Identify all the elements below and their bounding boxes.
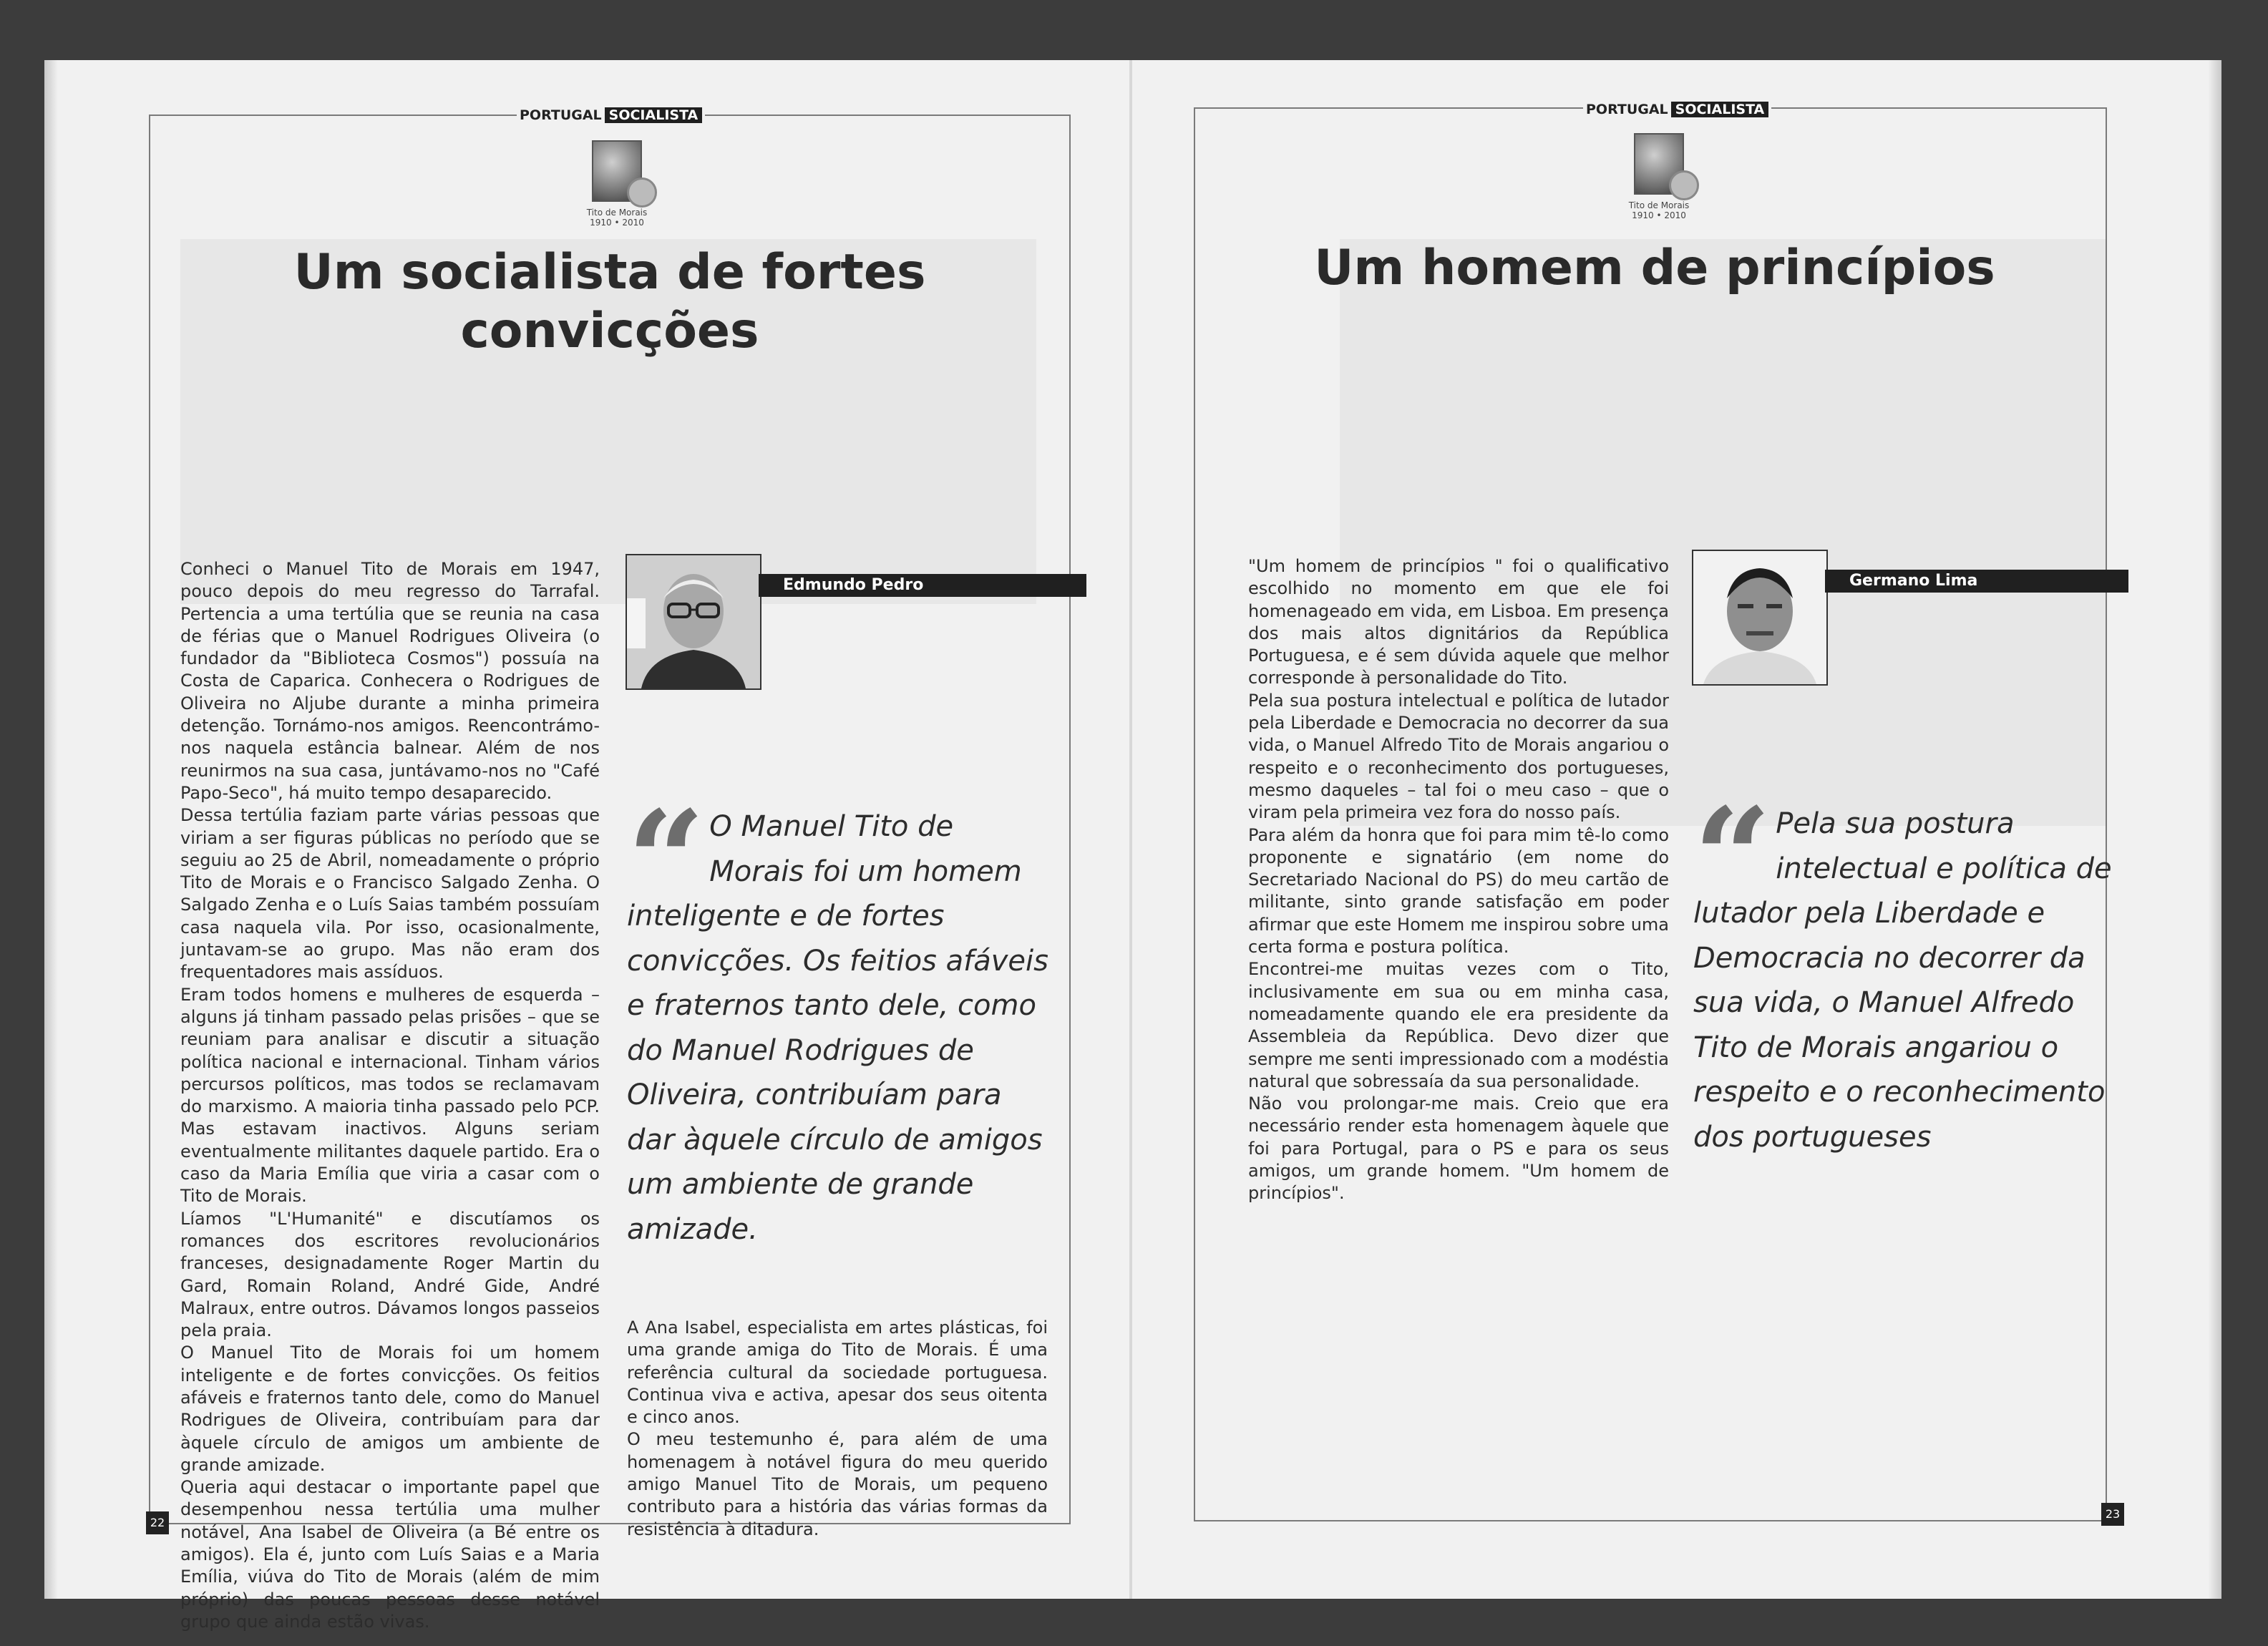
right-page (1132, 60, 2221, 1599)
emblem-years: 1910 • 2010 (1632, 210, 1686, 220)
masthead-portugal: PORTUGAL (1586, 102, 1668, 117)
paragraph: Líamos "L'Humanité" e discutíamos os romances dos escritores revolucionários franceses, designadamente Roger Martin du Gard, Romain Roland, André Gide, André Malraux, entre outros. Dávamos longos passeios pela praia. (180, 1208, 600, 1341)
pull-quote-text: O Manuel Tito de Morais foi um homem inteligente e de fortes convicções. Os feitios afáveis e fraternos tanto dele, como do Manuel Rodrigues de Oliveira, contribuíam para dar àquele círculo de amigos um ambiente de grande amizade. (627, 810, 1048, 1246)
author-photo (1692, 550, 1828, 686)
paragraph: "Um homem de princípios " foi o qualificativo escolhido no momento em que ele foi homenageado em vida, em Lisboa. Em presença dos mais altos dignitários da República Portuguesa, e é sem dúvida aquele que melhor corresponde à personalidade do Tito. (1248, 556, 1669, 688)
headline-line2: convicções (460, 303, 759, 359)
paragraph: Para além da honra que foi para mim tê-lo como proponente e signatário (em nome do Secretariado Nacional do PS) do meu cartão de militante, sinto grande satisfação em poder afirmar que este Homem me inspirou sobre uma certa forma e postura política. (1248, 824, 1669, 958)
article-headline: Um homem de princípios (1314, 240, 1995, 296)
masthead (1583, 100, 1771, 119)
page-number: 23 (2101, 1503, 2124, 1526)
centenary-emblem (1623, 133, 1695, 226)
paragraph: Eram todos homens e mulheres de esquerda – alguns já tinham passado pelas prisões – que se reuniam para analisar e discutir a situação política nacional e internacional. Tinham vários percursos políticos, mas todos se reclamavam do marxismo. A maioria tinha passado pelo PCP. Mas estavam inactivos. Alguns seriam eventualmente militantes daquele partido. Era o caso da Maria Emília que viria a casar com o Tito de Morais. (180, 984, 600, 1207)
author-name-bar: Edmundo Pedro (759, 574, 1086, 597)
emblem-caption (1623, 200, 1695, 220)
paragraph: Encontrei-me muitas vezes com o Tito, inclusivamente em sua ou em minha casa, nomeadamente quando ele era presidente da Assembleia da República. Devo dizer que sempre me senti impressionado com a modéstia natural que sobressaía da sua personalidade. (1248, 959, 1669, 1091)
author-photo (626, 554, 761, 690)
quote-mark-icon: “ (1693, 778, 1761, 938)
article-body (1248, 555, 1669, 1205)
headline-line1: Um socialista de fortes (293, 244, 926, 301)
pull-quote (1693, 778, 2120, 1159)
author-name-bar: Germano Lima (1825, 570, 2128, 593)
paragraph: Dessa tertúlia faziam parte várias pessoas que viriam a ser figuras públicas no período que se seguiu ao 25 de Abril, nomeadamente o próprio Tito de Morais e o Francisco Salgado Zenha. O Salgado Zenha e o Luís Saias também possuíam casa naquela vila. Por isso, ocasionalmente, juntavam-se ao grupo. Mas não eram dos frequentadores mais assíduos. (180, 805, 600, 983)
magazine-spread (44, 60, 2221, 1632)
page-edge (44, 60, 57, 1599)
paragraph: O meu testemunho é, para além de uma homenagem à notável figura do meu querido amigo Manuel Tito de Morais, um pequeno contributo para a história das várias formas da resistência à ditadura. (627, 1429, 1048, 1539)
masthead (517, 106, 705, 125)
pull-quote-text: Pela sua postura intelectual e política de lutador pela Liberdade e Democracia no decorrer da sua vida, o Manuel Alfredo Tito de Morais angariou o respeito e o reconhecimento dos portugueses (1693, 807, 2112, 1154)
author-portrait-icon (627, 555, 760, 688)
quote-mark-icon: “ (627, 781, 694, 940)
emblem-name: Tito de Morais (1628, 200, 1690, 210)
page-number: 22 (146, 1511, 169, 1534)
emblem-name: Tito de Morais (586, 208, 648, 218)
paragraph: O Manuel Tito de Morais foi um homem inteligente e de fortes convicções. Os feitios afáveis e fraternos tanto dele, como do Manuel Rodrigues de Oliveira, contribuíam para dar àquele círculo de amigos um ambiente de grande amizade. (180, 1343, 600, 1475)
page-edge (2209, 60, 2221, 1599)
author-portrait-icon (1693, 551, 1826, 684)
article-body-column-2 (627, 1317, 1048, 1541)
paragraph: Não vou prolongar-me mais. Creio que era necessário render esta homenagem àquele que foi para Portugal, para o PS e para os seus amigos, um grande homem. "Um homem de princípios". (1248, 1094, 1669, 1204)
article-headline (195, 243, 1025, 361)
paragraph: Pela sua postura intelectual e política de lutador pela Liberdade e Democracia no decorrer da sua vida, o Manuel Alfredo Tito de Morais angariou o respeito e o reconhecimento dos portugueses, mesmo daqueles – tal foi o meu caso – que o viram pela primeira vez fora do nosso país. (1248, 690, 1669, 823)
paragraph: Conheci o Manuel Tito de Morais em 1947, pouco depois do meu regresso do Tarrafal. Pertencia a uma tertúlia que se reunia na casa de férias que o Manuel Rodrigues Oliveira (o fundador da "Biblioteca Cosmos") possuía na Costa de Caparica. Conhecera o Rodrigues de Oliveira no Aljube durante a minha primeira detenção. Tornámo-nos amigos. Reencontrámo-nos naquela estância balnear. Além de nos reunirmos na sua casa, juntávamo-nos no "Café Papo-Seco", há muito tempo desaparecido. (180, 559, 600, 803)
emblem-caption (581, 208, 653, 228)
masthead-socialista: SOCIALISTA (605, 107, 703, 123)
masthead-portugal: PORTUGAL (520, 107, 602, 123)
left-page (44, 60, 1132, 1632)
seal-icon (1669, 170, 1699, 200)
emblem-years: 1910 • 2010 (590, 218, 644, 228)
centenary-emblem (581, 140, 653, 233)
article-body-column-1 (180, 558, 600, 1633)
paragraph: Queria aqui destacar o importante papel que desempenhou nessa tertúlia uma mulher notável, Ana Isabel de Oliveira (a Bé entre os amigos). Ela é, junto com Luís Saias e a Maria Emília, viúva do Tito de Morais (além de mim próprio) das poucas pessoas desse notável grupo que ainda estão vivas. (180, 1477, 600, 1632)
seal-icon (627, 177, 657, 208)
pull-quote (627, 781, 1056, 1252)
paragraph: A Ana Isabel, especialista em artes plásticas, foi uma grande amiga do Tito de Morais. É uma referência cultural da sociedade portuguesa. Continua viva e activa, apesar dos seus oitenta e cinco anos. (627, 1318, 1048, 1428)
masthead-socialista: SOCIALISTA (1671, 102, 1769, 117)
